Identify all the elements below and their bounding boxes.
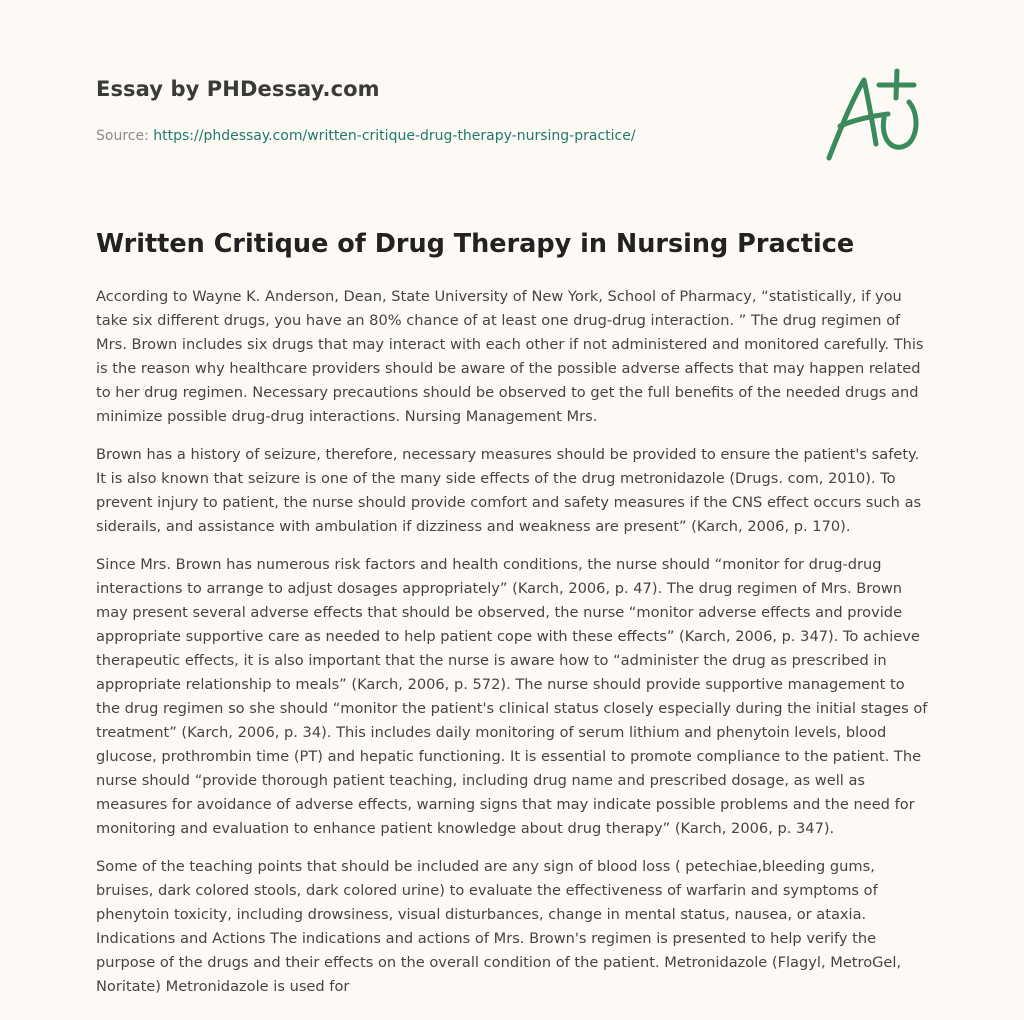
article-paragraph: Since Mrs. Brown has numerous risk factors and health conditions, the nurse should “monitor for drug-drug interactions to arrange to adjust dosages appropriately” (Karch, 2006, p. 47). The drug regimen of Mrs. Brown may present several adverse effects that should be observed, the nurse “monitor adverse effects and provide appropriate supportive care as needed to help patient cope with these effects” (Karch, 2006, p. 347). To achieve therapeutic effects, it is also important that the nurse is aware how to “administer the drug as prescribed in appropriate relationship to meals” (Karch, 2006, p. 572). The nurse should provide supportive management to the drug regimen so she should “monitor the patient's clinical status closely especially during the initial stages of treatment” (Karch, 2006, p. 34). This includes daily monitoring of serum lithium and phenytoin levels, blood glucose, prothrombin time (PT) and hepatic functioning. It is essential to promote compliance to the patient. The nurse should “provide thorough patient teaching, including drug name and prescribed dosage, as well as measures for avoidance of adverse effects, warning signs that may indicate possible problems and the need for monitoring and evaluation to enhance patient knowledge about drug therapy” (Karch, 2006, p. 347).: [96, 556, 928, 837]
a-plus-grade-icon: [822, 68, 932, 166]
site-brand: Essay by PHDessay.com: [96, 77, 380, 101]
essay-header: [96, 74, 796, 146]
article-body: [96, 285, 929, 1013]
article-paragraph: According to Wayne K. Anderson, Dean, State University of New York, School of Pharmacy, “statistically, if you take six different drugs, you have an 80% chance of at least one drug-drug interaction. ” The drug regimen of Mrs. Brown includes six drugs that may interact with each other if not administered and monitored carefully. This is the reason why healthcare providers should be aware of the possible adverse affects that may happen related to her drug regimen. Necessary precautions should be observed to get the full benefits of the needed drugs and minimize possible drug-drug interactions. Nursing Management Mrs.: [96, 288, 924, 425]
source-link[interactable]: https://phdessay.com/written-critique-drug-therapy-nursing-practice/: [153, 128, 636, 144]
source-label: Source:: [96, 128, 154, 144]
article-paragraph: Some of the teaching points that should be included are any sign of blood loss ( petechiae,bleeding gums, bruises, dark colored stools, dark colored urine) to evaluate the effectiveness of warfarin and symptoms of phenytoin toxicity, including drowsiness, visual disturbances, change in mental status, nausea, or ataxia. Indications and Actions The indications and actions of Mrs. Brown's regimen is presented to help verify the purpose of the drugs and their effects on the overall condition of the patient. Metronidazole (Flagyl, MetroGel, Noritate) Metronidazole is used for: [96, 858, 902, 995]
article-title: Written Critique of Drug Therapy in Nursing Practice: [96, 229, 855, 259]
source-line: [96, 126, 796, 146]
article-paragraph: Brown has a history of seizure, therefore, necessary measures should be provided to ensure the patient's safety. It is also known that seizure is one of the many side effects of the drug metronidazole (Drugs. com, 2010). To prevent injury to patient, the nurse should provide comfort and safety measures if the CNS effect occurs such as siderails, and assistance with ambulation if dizziness and weakness are present” (Karch, 2006, p. 170).: [96, 446, 922, 535]
